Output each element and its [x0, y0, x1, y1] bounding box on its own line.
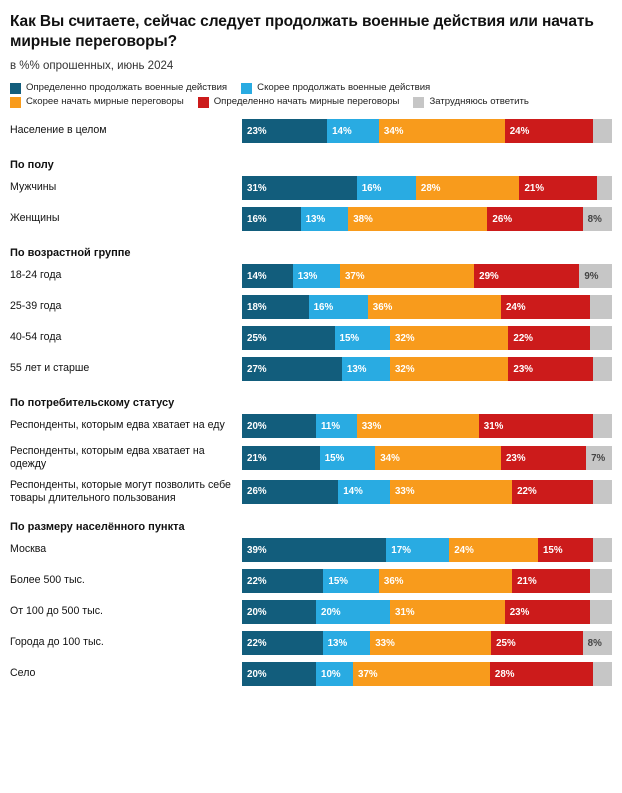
chart-row [10, 600, 612, 624]
bar-segment [593, 357, 612, 381]
bar-segment: 22% [242, 569, 323, 593]
chart-row [10, 207, 612, 231]
stacked-bar [242, 295, 612, 319]
legend-item [10, 95, 184, 109]
legend-label: Скорее начать мирные переговоры [26, 96, 184, 108]
bar-segment: 16% [242, 207, 301, 231]
stacked-bar [242, 207, 612, 231]
legend-item [10, 81, 227, 95]
stacked-bar [242, 446, 612, 470]
bar-segment: 26% [487, 207, 582, 231]
bar-segment: 37% [353, 662, 490, 686]
bar-segment: 31% [242, 176, 357, 200]
row-label: Респонденты, которым едва хватает на еду [10, 419, 225, 432]
bar-segment: 33% [390, 480, 512, 504]
chart-row [10, 538, 612, 562]
bar-segment [593, 414, 612, 438]
bar-segment: 22% [242, 631, 323, 655]
stacked-bar [242, 662, 612, 686]
bar-segment: 28% [490, 662, 594, 686]
bar-segment [593, 662, 612, 686]
legend-label: Определенно начать мирные переговоры [213, 96, 400, 108]
bar-segment: 31% [390, 600, 505, 624]
bar-segment: 39% [242, 538, 386, 562]
stacked-bar [242, 480, 612, 504]
bar-segment: 24% [449, 538, 538, 562]
bar-segment: 25% [242, 326, 335, 350]
bar-segment [593, 119, 612, 143]
bar-segment: 20% [242, 662, 316, 686]
stacked-bar [242, 119, 612, 143]
bar-segment: 26% [242, 480, 338, 504]
row-label: 25-39 года [10, 300, 62, 313]
bar-segment [593, 538, 612, 562]
bar-segment: 20% [242, 414, 316, 438]
bar-segment: 14% [242, 264, 293, 288]
chart-row [10, 295, 612, 319]
chart-legend [10, 81, 612, 109]
bar-segment: 32% [390, 357, 508, 381]
row-label: Женщины [10, 212, 60, 225]
bar-segment [593, 480, 612, 504]
bar-segment: 36% [368, 295, 501, 319]
bar-segment: 36% [379, 569, 512, 593]
bar-segment [590, 569, 612, 593]
bar-segment: 37% [340, 264, 474, 288]
row-label: 40-54 года [10, 331, 62, 344]
bar-segment: 8% [583, 631, 612, 655]
bar-segment: 13% [293, 264, 340, 288]
group-header: По возрастной группе [10, 247, 131, 260]
row-label: От 100 до 500 тыс. [10, 605, 103, 618]
legend-label: Скорее продолжать военные действия [257, 82, 431, 94]
bar-segment: 22% [512, 480, 593, 504]
chart-row [10, 264, 612, 288]
bar-segment: 9% [579, 264, 612, 288]
chart-row [10, 631, 612, 655]
bar-segment: 27% [242, 357, 342, 381]
bar-segment [590, 295, 612, 319]
stacked-bar [242, 326, 612, 350]
bar-segment: 16% [357, 176, 416, 200]
stacked-bar [242, 600, 612, 624]
row-label: 55 лет и старше [10, 362, 90, 375]
bar-segment: 21% [512, 569, 590, 593]
group-header: По потребительскому статусу [10, 397, 175, 410]
bar-segment [590, 326, 612, 350]
bar-segment: 23% [505, 600, 590, 624]
stacked-bar [242, 264, 612, 288]
row-label: Мужчины [10, 181, 57, 194]
bar-segment [597, 176, 612, 200]
legend-swatch-icon [10, 83, 21, 94]
legend-label: Определенно продолжать военные действия [26, 82, 228, 94]
legend-swatch-icon [10, 97, 21, 108]
row-label: Население в целом [10, 124, 107, 137]
chart-subtitle: в %% опрошенных, июнь 2024 [10, 60, 174, 73]
stacked-bar [242, 357, 612, 381]
bar-segment: 21% [519, 176, 597, 200]
chart-row [10, 569, 612, 593]
bar-segment: 22% [508, 326, 589, 350]
bar-segment: 11% [316, 414, 357, 438]
page-title: Как Вы считаете, сейчас следует продолжать военные действия или начать мирные переговоры? [10, 13, 594, 51]
bar-segment: 14% [327, 119, 379, 143]
bar-segment: 13% [323, 631, 371, 655]
bar-segment: 24% [501, 295, 590, 319]
chart-row [10, 479, 612, 505]
legend-swatch-icon [241, 83, 252, 94]
group-header: По размеру населённого пункта [10, 521, 185, 534]
bar-segment: 23% [501, 446, 586, 470]
bar-segment: 13% [342, 357, 390, 381]
bar-segment: 7% [586, 446, 612, 470]
row-label: Города до 100 тыс. [10, 636, 104, 649]
bar-segment: 33% [370, 631, 491, 655]
bar-segment: 15% [320, 446, 376, 470]
chart-row [10, 662, 612, 686]
bar-segment: 15% [323, 569, 379, 593]
bar-segment: 24% [505, 119, 594, 143]
row-label: Респонденты, которым едва хватает на одежду [10, 445, 205, 471]
legend-item [198, 95, 400, 109]
group-header: По полу [10, 159, 54, 172]
chart-row [10, 119, 612, 143]
bar-segment: 13% [301, 207, 349, 231]
stacked-bar [242, 414, 612, 438]
legend-swatch-icon [413, 97, 424, 108]
legend-swatch-icon [198, 97, 209, 108]
bar-segment: 18% [242, 295, 309, 319]
chart-row [10, 445, 612, 471]
stacked-bar [242, 176, 612, 200]
bar-segment: 33% [357, 414, 479, 438]
bar-segment: 15% [335, 326, 391, 350]
bar-segment: 23% [242, 119, 327, 143]
bar-segment: 25% [491, 631, 583, 655]
chart-row [10, 176, 612, 200]
bar-segment: 31% [479, 414, 594, 438]
bar-segment: 14% [338, 480, 390, 504]
chart-row [10, 414, 612, 438]
bar-segment: 8% [583, 207, 612, 231]
bar-segment: 21% [242, 446, 320, 470]
bar-segment: 20% [242, 600, 316, 624]
bar-segment [590, 600, 612, 624]
row-label: 18-24 года [10, 269, 62, 282]
bar-segment: 34% [379, 119, 505, 143]
chart-row [10, 326, 612, 350]
bar-segment: 15% [538, 538, 594, 562]
bar-segment: 10% [316, 662, 353, 686]
bar-segment: 34% [375, 446, 501, 470]
legend-item [241, 81, 430, 95]
bar-segment: 29% [474, 264, 579, 288]
chart-rows [10, 119, 612, 686]
stacked-bar [242, 569, 612, 593]
row-label: Село [10, 667, 36, 680]
chart-row [10, 357, 612, 381]
row-label: Москва [10, 543, 47, 556]
row-label: Более 500 тыс. [10, 574, 85, 587]
bar-segment: 28% [416, 176, 520, 200]
bar-segment: 16% [309, 295, 368, 319]
stacked-bar [242, 631, 612, 655]
bar-segment: 38% [348, 207, 487, 231]
bar-segment: 23% [508, 357, 593, 381]
legend-label: Затрудняюсь ответить [429, 96, 529, 108]
legend-item [413, 95, 528, 109]
bar-segment: 17% [386, 538, 449, 562]
bar-segment: 32% [390, 326, 508, 350]
bar-segment: 20% [316, 600, 390, 624]
stacked-bar [242, 538, 612, 562]
row-label: Респонденты, которые могут позволить себе товары длительного пользования [10, 478, 231, 504]
